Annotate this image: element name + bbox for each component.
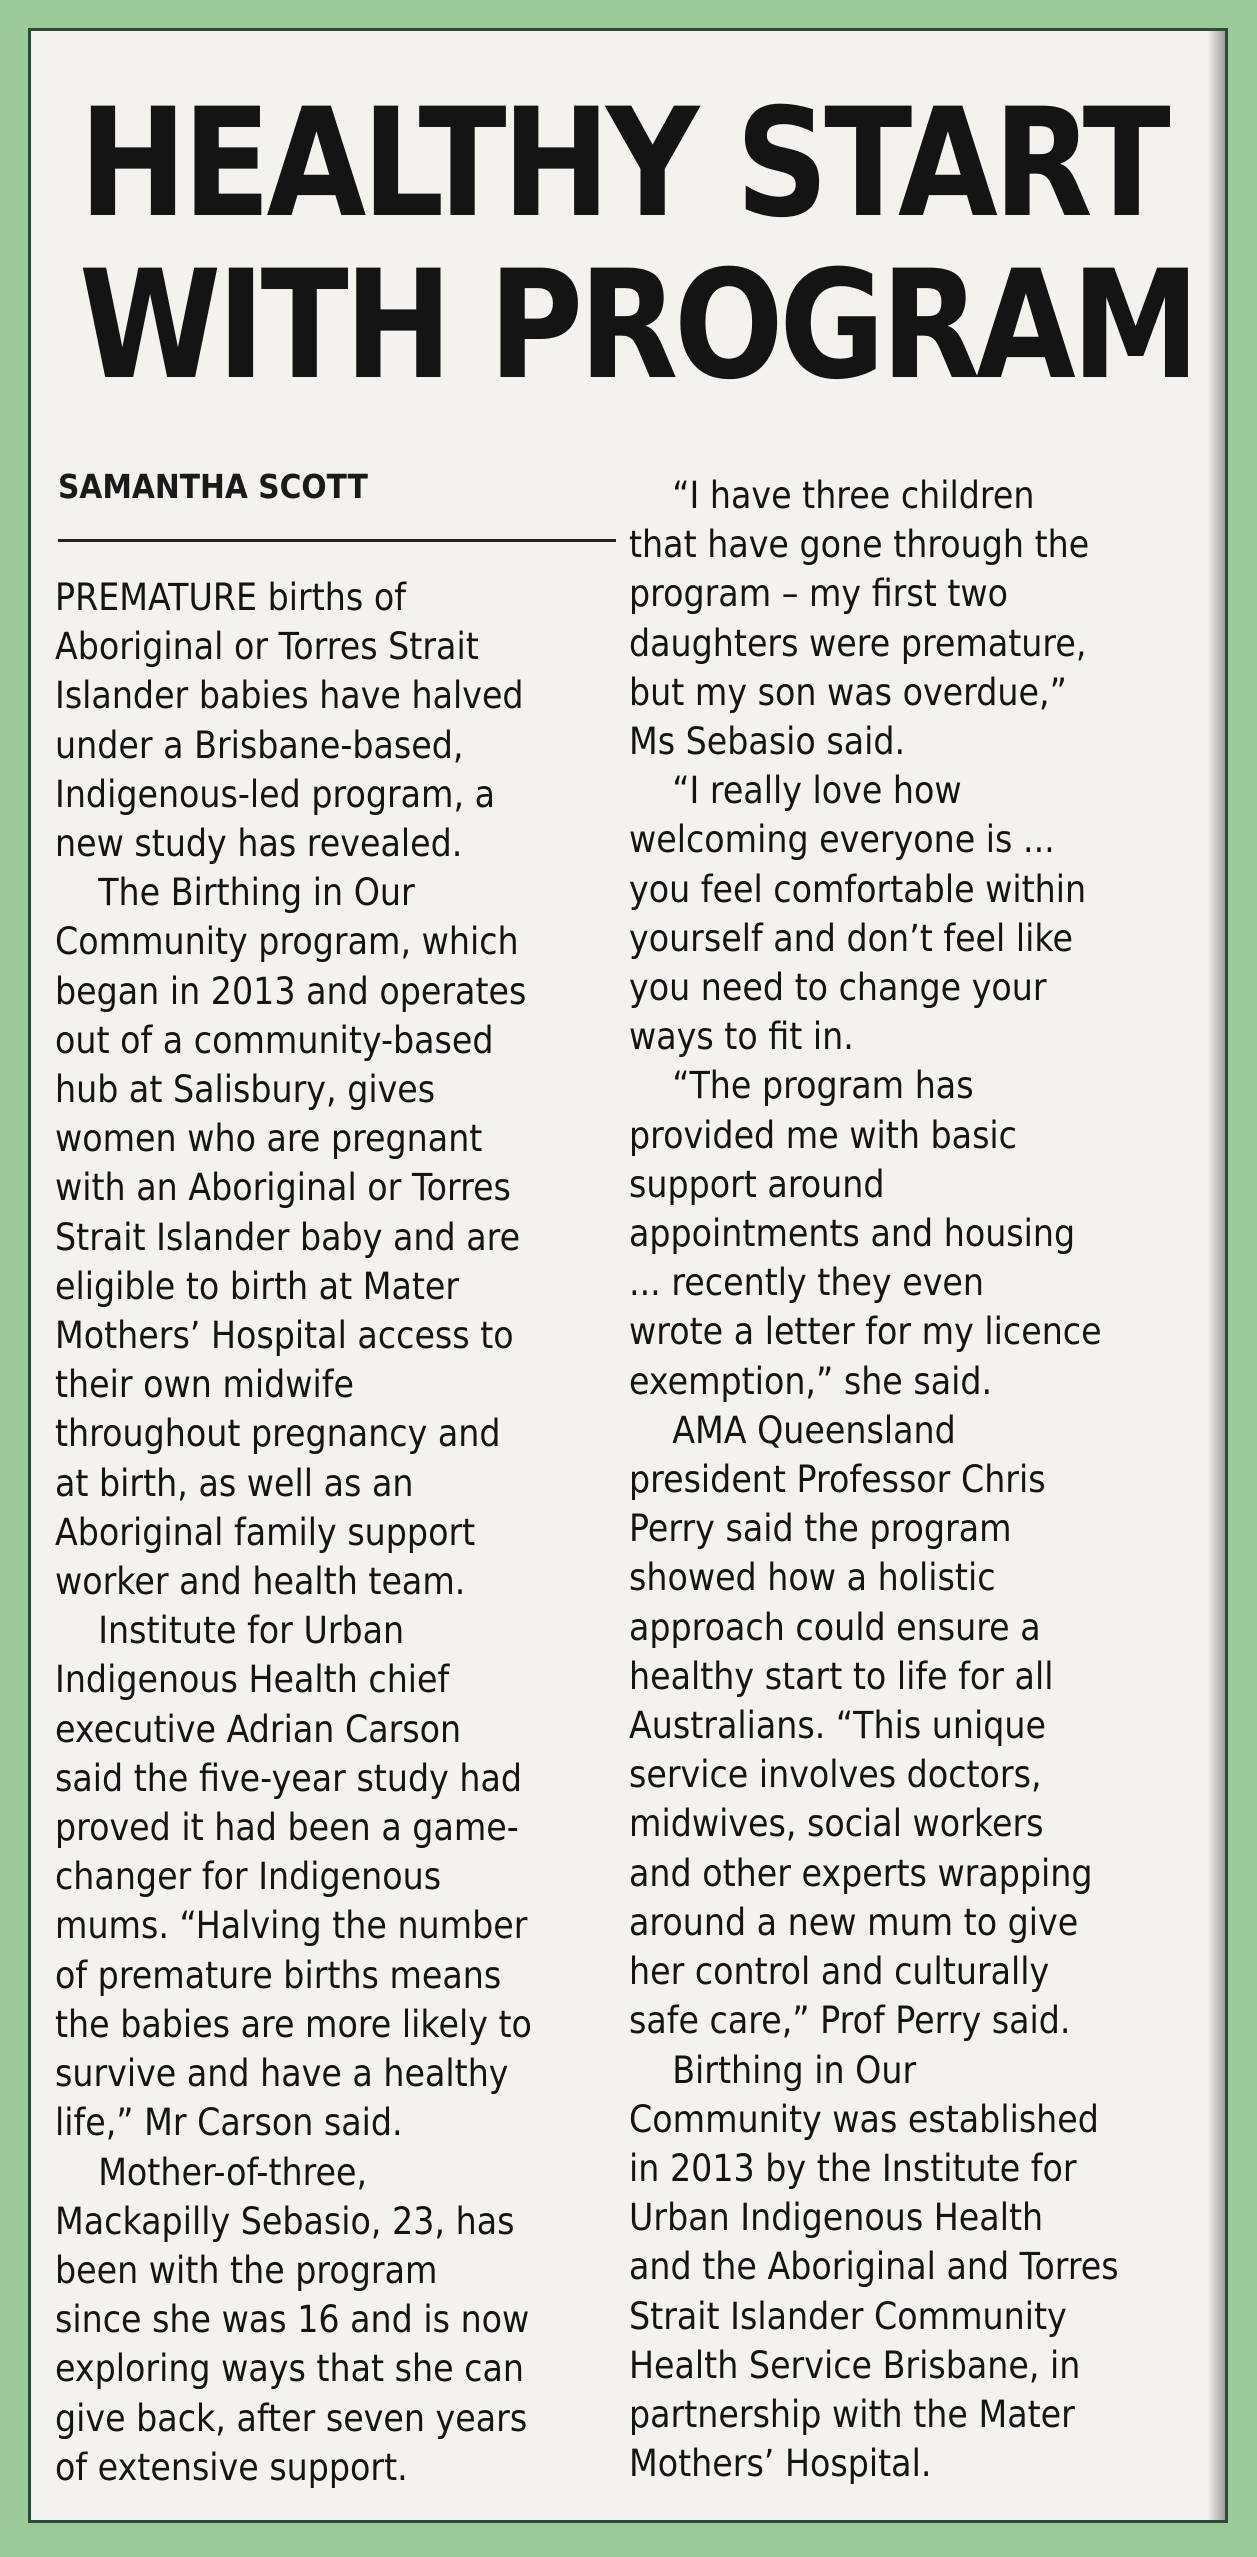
article-text-line: but my son was overdue,”: [629, 670, 1067, 714]
article-text-line: safe care,” Prof Perry said.: [629, 1999, 1071, 2043]
article-text-line: Perry said the program: [629, 1507, 1012, 1551]
article-text-line: new study has revealed.: [55, 822, 463, 866]
article-text-line: Indigenous Health chief: [55, 1658, 450, 1702]
article-text-line: Strait Islander Community: [629, 2294, 1067, 2338]
article-text-line: “I have three children: [672, 474, 1035, 517]
article-text-line: Ms Sebasio said.: [629, 720, 906, 764]
article-text-line: PREMATURE births of: [55, 576, 406, 619]
left-column: [55, 573, 635, 2492]
article-text-line: healthy start to life for all: [629, 1654, 1054, 1698]
article-text-line: welcoming everyone is ...: [629, 818, 1055, 862]
article-text-line: Aboriginal family support: [55, 1510, 476, 1554]
article-text-line: with an Aboriginal or Torres: [55, 1166, 511, 1210]
article-text-line: provided me with basic: [629, 1113, 1017, 1157]
article-text-line: program – my first two: [629, 572, 1009, 616]
article-text-line: yourself and don’t feel like: [629, 916, 1073, 960]
article-text-line: of extensive support.: [55, 2445, 408, 2489]
right-column: [629, 471, 1228, 2488]
article-text-line: worker and health team.: [55, 1560, 466, 1604]
article-text-line: said the five-year study had: [55, 1756, 523, 1800]
article-text-line: hub at Salisbury, gives: [55, 1068, 436, 1112]
article-text-line: Community program, which: [55, 920, 519, 964]
article-text-line: support around: [629, 1162, 885, 1206]
article-text-line: eligible to birth at Mater: [55, 1264, 460, 1308]
article-text-line: Health Service Brisbane, in: [629, 2343, 1081, 2387]
article-text-line: showed how a holistic: [629, 1556, 996, 1600]
article-text-line: began in 2013 and operates: [55, 969, 527, 1013]
article-text-line: in 2013 by the Institute for: [629, 2146, 1077, 2190]
article-text-line: life,” Mr Carson said.: [55, 2101, 403, 2145]
article-text-line: you need to change your: [629, 966, 1047, 1010]
article-text-line: daughters were premature,: [629, 621, 1087, 665]
article-text-line: Birthing in Our: [672, 2048, 917, 2092]
article-text-line: that have gone through the: [629, 523, 1090, 567]
article-text-line: their own midwife: [55, 1363, 355, 1407]
article-text-line: service involves doctors,: [629, 1753, 1042, 1797]
article-text-line: AMA Queensland: [672, 1408, 956, 1452]
article-text-line: women who are pregnant: [55, 1117, 483, 1161]
article-text-line: Institute for Urban: [98, 1609, 405, 1653]
article-text-line: mums. “Halving the number: [55, 1904, 528, 1948]
article-text-line: Mothers’ Hospital access to: [55, 1314, 514, 1358]
article-text-line: Mothers’ Hospital.: [629, 2442, 932, 2486]
article-text-line: Strait Islander baby and are: [55, 1215, 521, 1259]
article-text-line: ... recently they even: [629, 1261, 985, 1305]
newspaper-clipping: [28, 28, 1228, 2523]
article-text-line: president Professor Chris: [629, 1458, 1046, 1502]
article-text-line: Community was established: [629, 2097, 1099, 2141]
article-text-line: under a Brisbane-based,: [55, 723, 464, 767]
headline-line-2: WITH PROGRAM: [79, 239, 1196, 413]
article-text-line: Aboriginal or Torres Strait: [55, 625, 479, 669]
article-text-line: exploring ways that she can: [55, 2347, 524, 2391]
article-text-line: appointments and housing: [629, 1212, 1076, 1256]
article-text-line: partnership with the Mater: [629, 2392, 1075, 2436]
article-text-line: “I really love how: [672, 769, 962, 813]
byline: SAMANTHA SCOTT: [58, 467, 368, 506]
article-text-line: around a new mum to give: [629, 1900, 1079, 1944]
article-text-line: Australians. “This unique: [629, 1704, 1047, 1748]
article-text-line: wrote a letter for my licence: [629, 1310, 1102, 1354]
article-text-line: out of a community-based: [55, 1018, 494, 1062]
article-text-line: been with the program: [55, 2248, 438, 2292]
article-text-line: ways to fit in.: [629, 1015, 854, 1059]
article-text-line: The Birthing in Our: [98, 871, 415, 915]
article-text-line: “The program has: [672, 1064, 974, 1108]
article-text-line: and the Aboriginal and Torres: [629, 2245, 1119, 2289]
article-text-line: survive and have a healthy: [55, 2052, 509, 2096]
article-text-line: her control and culturally: [629, 1950, 1050, 1994]
article-text-line: exemption,” she said.: [629, 1359, 993, 1403]
headline-line-1: HEALTHY START: [79, 77, 1167, 251]
article-text-line: changer for Indigenous: [55, 1855, 442, 1899]
article-text-line: and other experts wrapping: [629, 1851, 1093, 1895]
article-text-line: Mackapilly Sebasio, 23, has: [55, 2199, 515, 2243]
article-text-line: of premature births means: [55, 1953, 502, 1997]
article-text-line: the babies are more likely to: [55, 2002, 532, 2046]
article-text-line: Indigenous-led program, a: [55, 772, 496, 816]
article-text-line: throughout pregnancy and: [55, 1412, 501, 1456]
article-text-line: proved it had been a game-: [55, 1806, 519, 1850]
article-text-line: Islander babies have halved: [55, 674, 524, 718]
article-text-line: at birth, as well as an: [55, 1461, 414, 1505]
article-text-line: give back, after seven years: [55, 2396, 528, 2440]
article-text-line: you feel comfortable within: [629, 867, 1087, 911]
article-text-line: Urban Indigenous Health: [629, 2196, 1044, 2240]
article-text-line: midwives, social workers: [629, 1802, 1044, 1846]
article-text-line: executive Adrian Carson: [55, 1707, 462, 1751]
byline-rule: [58, 539, 616, 542]
article-text-line: since she was 16 and is now: [55, 2298, 530, 2342]
headline: [79, 77, 1196, 413]
article-text-line: Mother-of-three,: [98, 2150, 368, 2194]
article-text-line: approach could ensure a: [629, 1605, 1041, 1649]
